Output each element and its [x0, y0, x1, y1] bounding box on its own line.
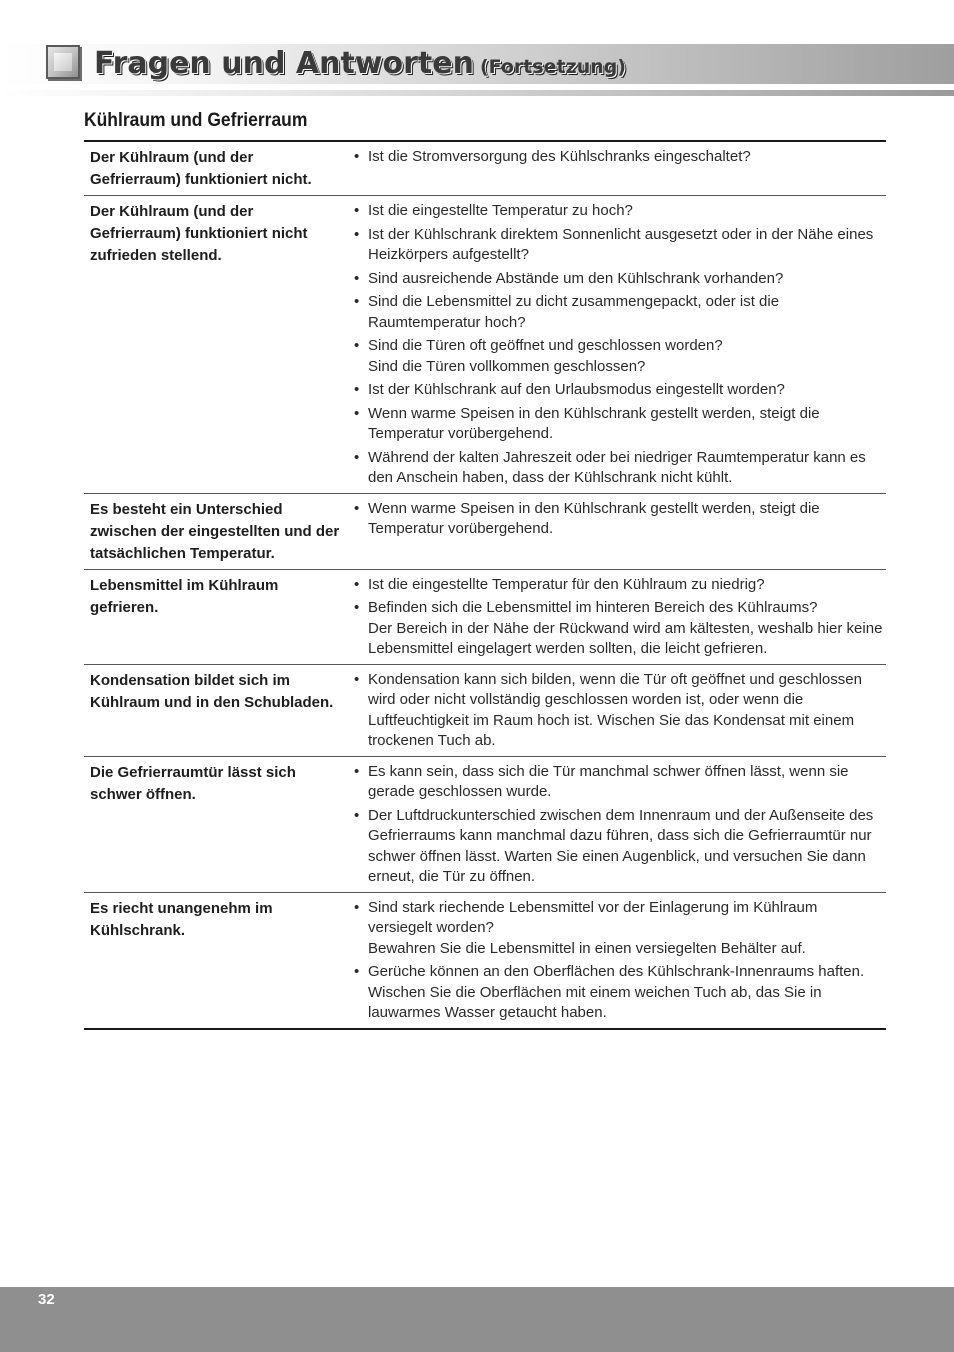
list-item	[354, 404, 884, 445]
bullet-icon: •	[354, 269, 360, 287]
page-title-continuation: (Fortsetzung)	[479, 56, 627, 78]
question-cell: Kondensation bildet sich im Kühlraum und in den Schubladen.	[90, 671, 334, 711]
list-item	[354, 670, 884, 752]
answer-text: Während der kalten Jahreszeit oder bei niedriger Raumtemperatur kann es den Anschein haben, dass der Kühlschrank nicht kühlt.	[368, 448, 866, 486]
table-row	[84, 569, 886, 664]
table-row	[84, 664, 886, 756]
bullet-icon: •	[354, 404, 360, 422]
list-item	[354, 448, 884, 489]
bullet-icon: •	[354, 599, 360, 616]
question-cell: Der Kühlraum (und der Gefrierraum) funktioniert nicht.	[90, 149, 312, 188]
question-cell: Lebensmittel im Kühlraum gefrieren.	[90, 576, 279, 616]
answer-cell	[354, 670, 886, 752]
table-row	[84, 493, 886, 569]
answer-cell	[354, 575, 886, 660]
bullet-icon: •	[354, 225, 360, 243]
answer-text: Wenn warme Speisen in den Kühlschrank gestellt werden, steigt die Temperatur vorübergehend.	[368, 499, 820, 537]
table-row	[84, 195, 886, 493]
bullet-icon: •	[354, 293, 360, 310]
question-cell: Der Kühlraum (und der Gefrierraum) funktioniert nicht zufrieden stellend.	[90, 203, 308, 264]
answer-text: Ist der Kühlschrank auf den Urlaubsmodus eingestellt worden?	[368, 381, 785, 398]
bullet-icon: •	[354, 499, 360, 517]
answer-text: Gerüche können an den Oberflächen des Kühlschrank-Innenraums haften. Wischen Sie die Oberflächen mit einem weichen Tuch ab, das Sie in lauwarmes Wasser getaucht haben.	[368, 963, 865, 1021]
bullet-icon: •	[354, 337, 360, 354]
answer-text: Ist die Stromversorgung des Kühlschranks eingeschaltet?	[368, 148, 751, 165]
list-item	[354, 147, 884, 168]
list-item	[354, 269, 884, 290]
list-item	[354, 806, 884, 888]
answer-text: Sind ausreichende Abstände um den Kühlschrank vorhanden?	[368, 269, 784, 287]
answer-text: Befinden sich die Lebensmittel im hinteren Bereich des Kühlraums? Der Bereich in der Nähe der Rückwand wird am kältesten, weshalb hier keine Lebensmittel eingelagert werden sollten, die leicht gefrieren.	[368, 599, 883, 657]
page-title-main: Fragen und Antworten	[94, 46, 474, 81]
answer-cell	[354, 147, 886, 191]
answer-text: Ist die eingestellte Temperatur zu hoch?	[368, 202, 633, 219]
answer-text: Sind die Türen oft geöffnet und geschlossen worden? Sind die Türen vollkommen geschlossen?	[368, 337, 723, 375]
list-item	[354, 499, 884, 540]
answer-text: Es kann sein, dass sich die Tür manchmal schwer öffnen lässt, wenn sie gerade geschlossen wurde.	[368, 762, 849, 800]
faq-table	[84, 140, 886, 1030]
question-cell: Es riecht unangenehm im Kühlschrank.	[90, 899, 273, 939]
page-number: 32	[38, 1291, 55, 1308]
answer-cell	[354, 762, 886, 888]
bullet-icon: •	[354, 202, 360, 219]
list-item	[354, 225, 884, 266]
bullet-icon: •	[354, 762, 360, 780]
answer-cell	[354, 201, 886, 489]
answer-text: Sind stark riechende Lebensmittel vor der Einlagerung im Kühlraum versiegelt worden? Bewahren Sie die Lebensmittel in einen versiegelten Behälter auf.	[368, 898, 818, 957]
header-underline	[0, 90, 954, 96]
header-square-icon	[46, 45, 80, 79]
list-item	[354, 201, 884, 222]
answer-text: Sind die Lebensmittel zu dicht zusammengepackt, oder ist die Raumtemperatur hoch?	[368, 293, 780, 331]
table-row	[84, 142, 886, 195]
bullet-icon: •	[354, 963, 360, 980]
answer-cell	[354, 898, 886, 1024]
question-cell: Die Gefrierraumtür lässt sich schwer öffnen.	[90, 763, 296, 803]
page-title	[94, 44, 626, 84]
bullet-icon: •	[354, 381, 360, 398]
answer-cell	[354, 499, 886, 565]
bullet-icon: •	[354, 575, 360, 593]
bullet-icon: •	[354, 806, 360, 824]
bullet-icon: •	[354, 148, 360, 165]
section-heading: Kühlraum und Gefrierraum	[84, 110, 308, 131]
table-row	[84, 892, 886, 1028]
bullet-icon: •	[354, 448, 360, 466]
list-item	[354, 292, 884, 333]
answer-text: Wenn warme Speisen in den Kühlschrank gestellt werden, steigt die Temperatur vorübergehend.	[368, 404, 820, 442]
list-item	[354, 962, 884, 1024]
table-row	[84, 756, 886, 892]
answer-text: Der Luftdruckunterschied zwischen dem Innenraum und der Außenseite des Gefrierraums kann manchmal dazu führen, dass sich die Gefrierraumtür nur schwer öffnen lässt. Warten Sie einen Augenblick, und versuchen Sie dann erneut, die Tür zu öffnen.	[368, 806, 874, 885]
list-item	[354, 898, 884, 960]
list-item	[354, 762, 884, 803]
answer-text: Ist der Kühlschrank direktem Sonnenlicht ausgesetzt oder in der Nähe eines Heizkörpers aufgestellt?	[368, 225, 874, 263]
answer-text: Kondensation kann sich bilden, wenn die Tür oft geöffnet und geschlossen wird oder nicht vollständig geschlossen worden ist, oder wenn die Luftfeuchtigkeit im Raum hoch ist. Wischen Sie das Kondensat mit einem trockenen Tuch ab.	[368, 670, 862, 749]
bullet-icon: •	[354, 898, 360, 916]
footer-bar	[0, 1287, 954, 1352]
list-item	[354, 380, 884, 401]
list-item	[354, 336, 884, 377]
list-item	[354, 598, 884, 660]
question-cell: Es besteht ein Unterschied zwischen der eingestellten und der tatsächlichen Temperatur.	[90, 500, 340, 562]
list-item	[354, 575, 884, 596]
answer-text: Ist die eingestellte Temperatur für den Kühlraum zu niedrig?	[368, 575, 765, 593]
bullet-icon: •	[354, 670, 360, 688]
